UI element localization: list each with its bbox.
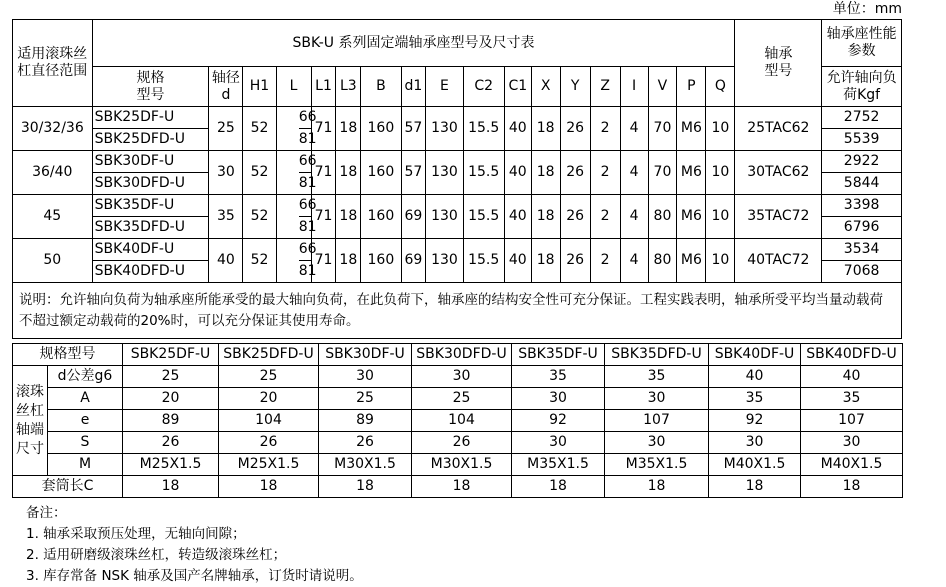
shaft-d-cell: 25 — [209, 107, 243, 151]
range-cell: 45 — [13, 195, 93, 239]
remarks — [26, 503, 363, 587]
dim-header-i: I — [620, 67, 648, 107]
value-cell: 30 — [801, 432, 903, 454]
remark-item-1: 1. 轴承采取预压处理，无轴向间隙； — [26, 526, 246, 542]
table-title: SBK-U 系列固定端轴承座型号及尺寸表 — [92, 20, 735, 67]
c1-cell: 40 — [504, 239, 531, 283]
value-cell: 35 — [512, 366, 605, 388]
l3-cell: 18 — [336, 239, 361, 283]
spacer-cell — [276, 151, 299, 195]
dim-header-p: P — [677, 67, 706, 107]
d1-cell: 69 — [401, 239, 426, 283]
value-cell: 18 — [801, 476, 903, 498]
dim-header-l1: L1 — [311, 67, 336, 107]
i-cell: 4 — [620, 107, 648, 151]
value-cell: 30 — [319, 366, 412, 388]
d1-cell: 57 — [401, 151, 426, 195]
table-row — [13, 476, 903, 498]
model-cell: SBK35DF-U — [92, 195, 209, 217]
value-cell: 40 — [801, 366, 903, 388]
y-cell: 26 — [560, 239, 590, 283]
model-header: SBK30DFD-U — [412, 344, 512, 366]
model-header: SBK30DF-U — [319, 344, 412, 366]
value-cell: 30 — [605, 432, 709, 454]
model-cell: SBK35DFD-U — [92, 217, 209, 239]
spacer-cell — [276, 107, 299, 151]
axial-load-cell: 6796 — [822, 217, 902, 239]
row-label: S — [48, 432, 123, 454]
l-cell: 81 — [299, 217, 311, 239]
row-label: M — [48, 454, 123, 476]
dim-header-h1: H1 — [243, 67, 276, 107]
l-cell: 81 — [299, 129, 311, 151]
dim-header-c2: C2 — [463, 67, 504, 107]
dim-header-y: Y — [560, 67, 590, 107]
model-cell: SBK25DF-U — [92, 107, 209, 129]
value-cell: M30X1.5 — [319, 454, 412, 476]
v-cell: 70 — [648, 107, 677, 151]
value-cell: 26 — [412, 432, 512, 454]
value-cell: 25 — [123, 366, 219, 388]
l-cell: 66 — [299, 151, 311, 173]
note-text: 说明：允许轴向负荷为轴承座所能承受的最大轴向负荷，在此负荷下，轴承座的结构安全性可充分保证。工程实践表明，轴承所受平均当量动载荷不超过额定动载荷的20%时，可以充分保证其使用寿命。 — [13, 283, 902, 339]
unit-label: 单位：mm — [832, 1, 902, 17]
v-cell: 80 — [648, 195, 677, 239]
l1-cell: 71 — [311, 239, 336, 283]
value-cell: 92 — [512, 410, 605, 432]
value-cell: 35 — [605, 366, 709, 388]
dim-header-l3: L3 — [336, 67, 361, 107]
dim-header-b: B — [361, 67, 401, 107]
value-cell: 18 — [123, 476, 219, 498]
shaft-d-cell: 40 — [209, 239, 243, 283]
value-cell: 18 — [512, 476, 605, 498]
model-header: SBK25DFD-U — [219, 344, 319, 366]
p-cell: M6 — [677, 151, 706, 195]
value-cell: 107 — [605, 410, 709, 432]
q-cell: 10 — [706, 239, 735, 283]
p-cell: M6 — [677, 107, 706, 151]
y-cell: 26 — [560, 107, 590, 151]
q-cell: 10 — [706, 151, 735, 195]
b-cell: 160 — [361, 151, 401, 195]
table-row — [13, 454, 903, 476]
value-cell: 18 — [412, 476, 512, 498]
value-cell: 92 — [709, 410, 801, 432]
axial-load-cell: 5539 — [822, 129, 902, 151]
value-cell: 104 — [219, 410, 319, 432]
value-cell: M25X1.5 — [219, 454, 319, 476]
c1-cell: 40 — [504, 107, 531, 151]
table-row — [13, 366, 903, 388]
value-cell: 107 — [801, 410, 903, 432]
remark-item-3: 3. 库存常备 NSK 轴承及国产名牌轴承，订货时请说明。 — [26, 568, 363, 584]
value-cell: 18 — [319, 476, 412, 498]
l-cell: 81 — [299, 173, 311, 195]
l-cell: 66 — [299, 195, 311, 217]
remark-item-2: 2. 适用研磨级滚珠丝杠，转造级滚珠丝杠； — [26, 547, 287, 563]
value-cell: M30X1.5 — [412, 454, 512, 476]
shaft-d-cell: 30 — [209, 151, 243, 195]
value-cell: 30 — [605, 388, 709, 410]
c2-cell: 15.5 — [463, 151, 504, 195]
e-cell: 130 — [426, 195, 463, 239]
bearing-cell: 35TAC72 — [735, 195, 822, 239]
spec-label: 规格型号 — [13, 344, 123, 366]
model-cell: SBK25DFD-U — [92, 129, 209, 151]
row-label: d公差g6 — [48, 366, 123, 388]
l1-cell: 71 — [311, 151, 336, 195]
bearing-cell: 40TAC72 — [735, 239, 822, 283]
shaft-end-table — [12, 343, 903, 498]
shaft-end-label: 滚珠丝杠轴端尺寸 — [13, 366, 48, 476]
value-cell: 40 — [709, 366, 801, 388]
value-cell: M40X1.5 — [709, 454, 801, 476]
row-label: e — [48, 410, 123, 432]
c2-cell: 15.5 — [463, 107, 504, 151]
dim-header-l: L — [276, 67, 311, 107]
axial-load-cell: 5844 — [822, 173, 902, 195]
value-cell: 30 — [709, 432, 801, 454]
spacer-cell — [276, 195, 299, 239]
value-cell: 30 — [412, 366, 512, 388]
table-row — [13, 388, 903, 410]
z-cell: 2 — [590, 151, 620, 195]
p-cell: M6 — [677, 239, 706, 283]
c2-cell: 15.5 — [463, 195, 504, 239]
i-cell: 4 — [620, 239, 648, 283]
value-cell: 26 — [319, 432, 412, 454]
axial-load-cell: 2922 — [822, 151, 902, 173]
axial-load-cell: 3534 — [822, 239, 902, 261]
p-cell: M6 — [677, 195, 706, 239]
value-cell: 35 — [709, 388, 801, 410]
bearing-header: 轴承 型号 — [735, 20, 822, 107]
l3-cell: 18 — [336, 151, 361, 195]
perf-header: 轴承座性能参数 — [822, 20, 902, 67]
v-cell: 70 — [648, 151, 677, 195]
row-label: A — [48, 388, 123, 410]
l-cell: 66 — [299, 239, 311, 261]
remarks-title: 备注： — [26, 505, 67, 521]
model-cell: SBK30DFD-U — [92, 173, 209, 195]
axial-load-cell: 3398 — [822, 195, 902, 217]
q-cell: 10 — [706, 195, 735, 239]
c1-cell: 40 — [504, 151, 531, 195]
d1-cell: 57 — [401, 107, 426, 151]
model-header: SBK35DF-U — [512, 344, 605, 366]
i-cell: 4 — [620, 195, 648, 239]
model-cell: SBK40DF-U — [92, 239, 209, 261]
e-cell: 130 — [426, 151, 463, 195]
z-cell: 2 — [590, 195, 620, 239]
value-cell: 18 — [219, 476, 319, 498]
value-cell: M25X1.5 — [123, 454, 219, 476]
spacer-cell — [276, 239, 299, 283]
x-cell: 18 — [531, 151, 560, 195]
y-cell: 26 — [560, 151, 590, 195]
range-cell: 50 — [13, 239, 93, 283]
dimension-table — [12, 19, 902, 339]
value-cell: 30 — [512, 432, 605, 454]
dim-header-e: E — [426, 67, 463, 107]
model-header: SBK40DFD-U — [801, 344, 903, 366]
bearing-cell: 30TAC62 — [735, 151, 822, 195]
l-cell: 81 — [299, 261, 311, 283]
h1-cell: 52 — [243, 239, 276, 283]
model-cell: SBK30DF-U — [92, 151, 209, 173]
value-cell: 26 — [219, 432, 319, 454]
value-cell: 25 — [219, 366, 319, 388]
e-cell: 130 — [426, 107, 463, 151]
y-cell: 26 — [560, 195, 590, 239]
q-cell: 10 — [706, 107, 735, 151]
value-cell: 104 — [412, 410, 512, 432]
d1-cell: 69 — [401, 195, 426, 239]
value-cell: 30 — [512, 388, 605, 410]
h1-cell: 52 — [243, 151, 276, 195]
z-cell: 2 — [590, 239, 620, 283]
b-cell: 160 — [361, 239, 401, 283]
value-cell: M40X1.5 — [801, 454, 903, 476]
range-cell: 36/40 — [13, 151, 93, 195]
l3-cell: 18 — [336, 195, 361, 239]
model-header: SBK40DF-U — [709, 344, 801, 366]
value-cell: M35X1.5 — [605, 454, 709, 476]
value-cell: 18 — [709, 476, 801, 498]
axial-load-cell: 2752 — [822, 107, 902, 129]
b-cell: 160 — [361, 107, 401, 151]
spec-header: 规格 型号 — [92, 67, 209, 107]
shaft-d-cell: 35 — [209, 195, 243, 239]
x-cell: 18 — [531, 195, 560, 239]
l3-cell: 18 — [336, 107, 361, 151]
value-cell: 35 — [801, 388, 903, 410]
table-row — [13, 195, 902, 217]
model-cell: SBK40DFD-U — [92, 261, 209, 283]
model-header: SBK25DF-U — [123, 344, 219, 366]
dim-header-d1: d1 — [401, 67, 426, 107]
value-cell: 89 — [319, 410, 412, 432]
i-cell: 4 — [620, 151, 648, 195]
b-cell: 160 — [361, 195, 401, 239]
h1-cell: 52 — [243, 195, 276, 239]
value-cell: 26 — [123, 432, 219, 454]
value-cell: 89 — [123, 410, 219, 432]
value-cell: 18 — [605, 476, 709, 498]
value-cell: M35X1.5 — [512, 454, 605, 476]
z-cell: 2 — [590, 107, 620, 151]
value-cell: 25 — [412, 388, 512, 410]
range-header: 适用滚珠丝杠直径范围 — [13, 20, 93, 107]
shaft-header: 轴径 d — [209, 67, 243, 107]
table-row — [13, 432, 903, 454]
model-header: SBK35DFD-U — [605, 344, 709, 366]
table-row — [13, 410, 903, 432]
l1-cell: 71 — [311, 107, 336, 151]
h1-cell: 52 — [243, 107, 276, 151]
dim-header-v: V — [648, 67, 677, 107]
x-cell: 18 — [531, 239, 560, 283]
c2-cell: 15.5 — [463, 239, 504, 283]
bearing-cell: 25TAC62 — [735, 107, 822, 151]
v-cell: 80 — [648, 239, 677, 283]
value-cell: 25 — [319, 388, 412, 410]
axial-load-header: 允许轴向负荷Kgf — [822, 67, 902, 107]
value-cell: 20 — [219, 388, 319, 410]
dim-header-x: X — [531, 67, 560, 107]
l1-cell: 71 — [311, 195, 336, 239]
c1-cell: 40 — [504, 195, 531, 239]
row-label: 套筒长C — [13, 476, 123, 498]
table-row — [13, 239, 902, 261]
range-cell: 30/32/36 — [13, 107, 93, 151]
table-row — [13, 107, 902, 129]
value-cell: 20 — [123, 388, 219, 410]
x-cell: 18 — [531, 107, 560, 151]
l-cell: 66 — [299, 107, 311, 129]
dim-header-c1: C1 — [504, 67, 531, 107]
e-cell: 130 — [426, 239, 463, 283]
table-row — [13, 151, 902, 173]
axial-load-cell: 7068 — [822, 261, 902, 283]
dim-header-z: Z — [590, 67, 620, 107]
dim-header-q: Q — [706, 67, 735, 107]
